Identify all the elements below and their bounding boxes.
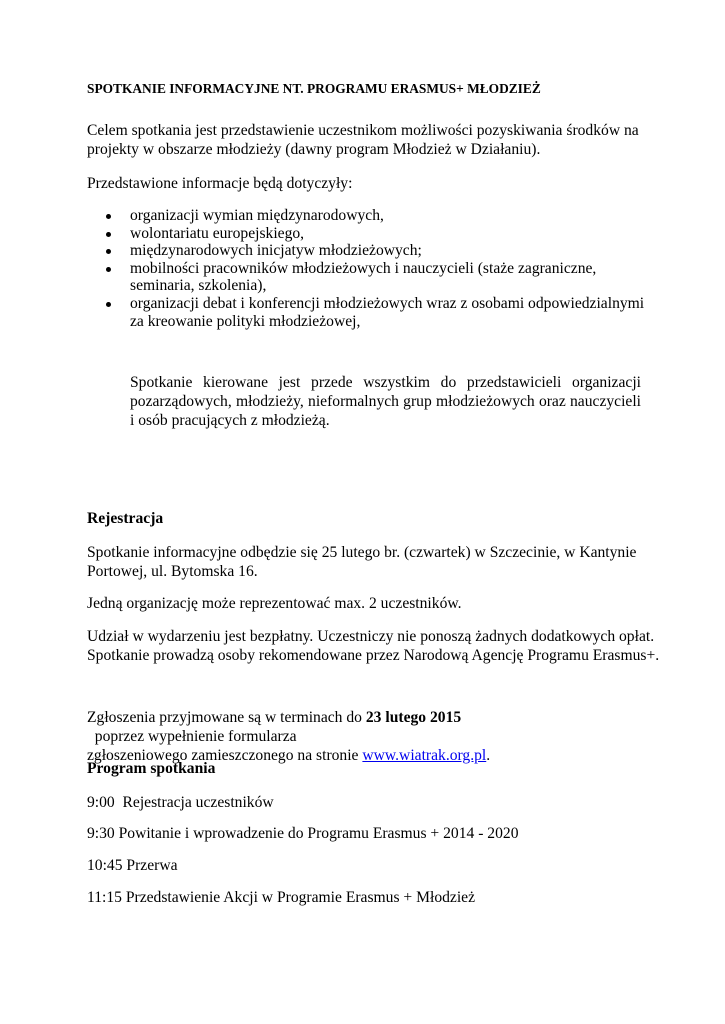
schedule-item: 9:30 Powitanie i wprowadzenie do Programu Erasmus + 2014 - 2020 <box>87 825 519 842</box>
list-item <box>87 225 647 243</box>
participant-limit: Jedną organizację może reprezentować max. 2 uczestników. <box>87 595 462 612</box>
program-heading: Program spotkania <box>87 760 216 777</box>
list-item <box>87 242 647 260</box>
deadline-paragraph <box>87 708 667 765</box>
topics-list <box>87 207 647 330</box>
deadline-line-2: zgłoszeniowego zamieszczonego na stronie <box>87 747 363 764</box>
topic-text: organizacji wymian międzynarodowych, <box>130 207 384 224</box>
deadline-end: . <box>486 747 491 764</box>
schedule-item: 10:45 Przerwa <box>87 857 178 874</box>
schedule-item: 11:15 Przedstawienie Akcji w Programie Erasmus + Młodzież <box>87 889 476 906</box>
target-audience-paragraph: Spotkanie kierowane jest przede wszystkim do przedstawicieli organizacji pozarządowych, młodzieży, nieformalnych grup młodzieżowych oraz nauczycieli i osób pracujących z młodzieżą. <box>130 374 641 429</box>
venue-paragraph <box>87 543 647 581</box>
intro-line-2: projekty w obszarze młodzieży (dawny program Młodzież w Działaniu). <box>87 141 541 158</box>
intro-paragraph <box>87 121 647 159</box>
topic-text: organizacji debat i konferencji młodzieżowych wraz z osobami odpowiedzialnymi za kreowanie polityki młodzieżowej, <box>130 294 645 330</box>
bullet-icon <box>106 249 111 254</box>
venue-line-1: Spotkanie informacyjne odbędzie się 25 lutego br. (czwartek) w Szczecinie, w Kantynie <box>87 544 637 561</box>
topics-lead: Przedstawione informacje będą dotyczyły: <box>87 175 353 192</box>
fee-line-1: Udział w wydarzeniu jest bezpłatny. Uczestniczy nie ponoszą żadnych dodatkowych opłat. <box>87 628 655 645</box>
list-item <box>87 295 647 330</box>
venue-line-2: Portowej, ul. Bytomska 16. <box>87 563 258 580</box>
fee-line-2: Spotkanie prowadzą osoby rekomendowane przez Narodową Agencję Programu Erasmus+. <box>87 647 660 664</box>
deadline-date: 23 lutego 2015 <box>365 709 462 726</box>
website-link[interactable]: www.wiatrak.org.pl <box>362 747 487 764</box>
registration-heading: Rejestracja <box>87 510 164 527</box>
bullet-icon <box>106 302 111 307</box>
list-item <box>87 207 647 225</box>
schedule-item: 9:00 Rejestracja uczestników <box>87 794 274 811</box>
bullet-icon <box>106 267 111 272</box>
topic-text: międzynarodowych inicjatyw młodzieżowych; <box>130 242 422 260</box>
deadline-suffix: poprzez wypełnienie formularza <box>87 728 297 745</box>
deadline-prefix: Zgłoszenia przyjmowane są w terminach do <box>87 709 366 726</box>
document-title: SPOTKANIE INFORMACYJNE NT. PROGRAMU ERASMUS+ MŁODZIEŻ <box>87 81 541 96</box>
list-item <box>87 260 647 295</box>
intro-line-1: Celem spotkania jest przedstawienie uczestnikom możliwości pozyskiwania środków na <box>87 122 639 139</box>
topic-text: mobilności pracowników młodzieżowych i nauczycieli (staże zagraniczne, seminaria, szkolenia), <box>130 259 597 295</box>
bullet-icon <box>106 214 111 219</box>
topic-text: wolontariatu europejskiego, <box>130 224 305 242</box>
fee-paragraph <box>87 627 667 665</box>
bullet-icon <box>106 232 111 237</box>
